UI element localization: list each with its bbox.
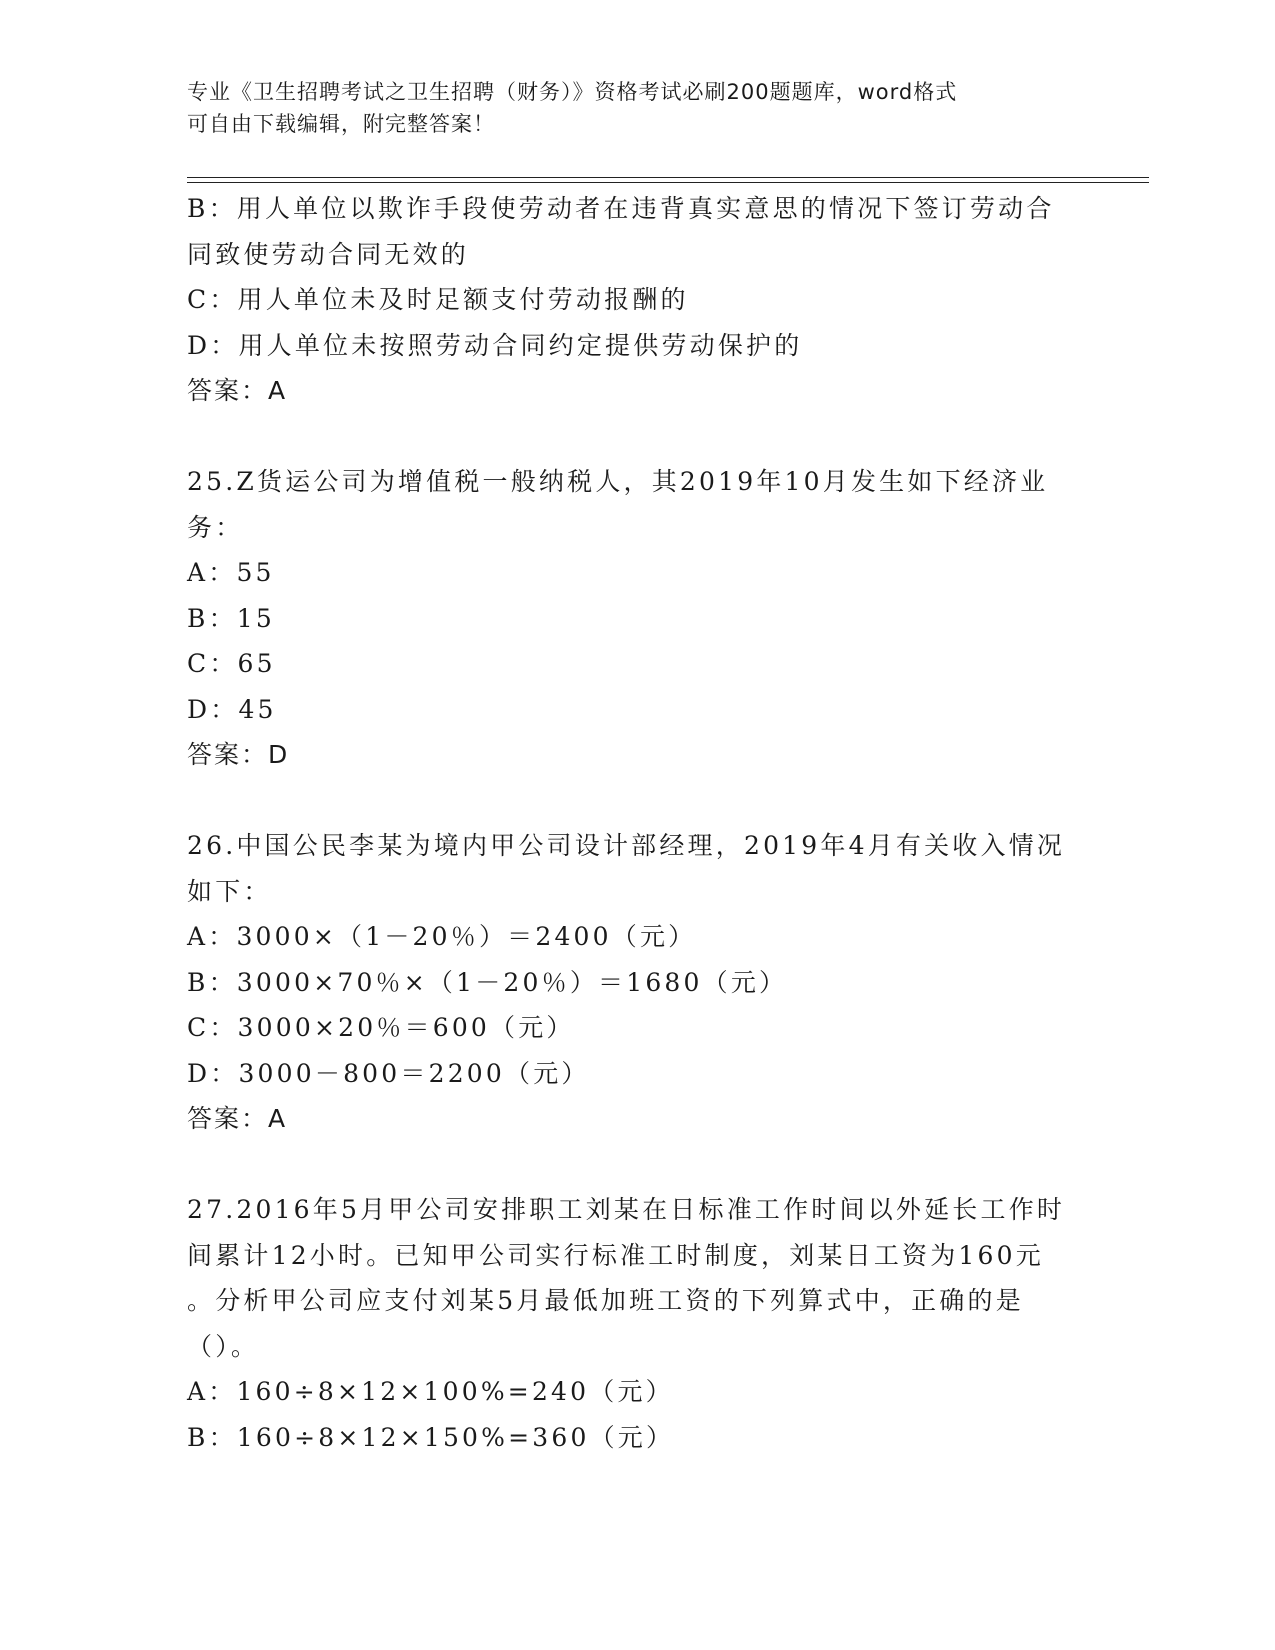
question-block [187, 459, 1087, 778]
question-text: 。分析甲公司应支付刘某5月最低加班工资的下列算式中，正确的是 [187, 1286, 1024, 1315]
question-text: 务： [187, 512, 244, 542]
question-list [187, 186, 1087, 1460]
question-text: 间累计12小时。已知甲公司实行标准工时制度，刘某日工资为160元 [187, 1240, 1044, 1270]
header-rule [187, 177, 1149, 178]
option-line: B：160÷8×12×150%=360（元） [187, 1422, 675, 1452]
spacer [187, 414, 1087, 460]
spacer [187, 1142, 1087, 1188]
answer-line: 答案：A [187, 1104, 288, 1133]
option-line: B：用人单位以欺诈手段使劳动者在违背真实意思的情况下签订劳动合 [187, 194, 1055, 223]
header-line: 专业《卫生招聘考试之卫生招聘（财务）》资格考试必刷200题题库，word格式 [187, 80, 958, 104]
option-line: A：55 [187, 558, 275, 587]
option-line: C：用人单位未及时足额支付劳动报酬的 [187, 285, 689, 314]
question-text: 26.中国公民李某为境内甲公司设计部经理，2019年4月有关收入情况 [187, 831, 1066, 860]
header-line: 可自由下载编辑，附完整答案！ [187, 112, 495, 136]
option-line: D：3000－800＝2200（元） [187, 1058, 590, 1088]
option-line: B：15 [187, 603, 275, 633]
question-block [187, 1187, 1087, 1460]
question-text: 如下： [187, 876, 272, 906]
answer-line: 答案：D [187, 740, 290, 769]
question-text: 27.2016年5月甲公司安排职工刘某在日标准工作时间以外延长工作时 [187, 1195, 1066, 1224]
document-header [187, 76, 1067, 140]
option-line: C：65 [187, 649, 276, 678]
question-text: （）。 [187, 1331, 260, 1361]
option-line: A：160÷8×12×100%=240（元） [187, 1377, 674, 1406]
option-line: D：45 [187, 694, 277, 724]
header-rule [187, 182, 1149, 183]
question-text: 25.Z货运公司为增值税一般纳税人，其2019年10月发生如下经济业 [187, 467, 1049, 496]
answer-line: 答案：A [187, 376, 288, 405]
option-line: A：3000×（1－20％）＝2400（元） [187, 922, 697, 951]
question-block [187, 186, 1087, 414]
option-line: C：3000×20％＝600（元） [187, 1013, 575, 1042]
option-line: D：用人单位未按照劳动合同约定提供劳动保护的 [187, 330, 803, 360]
question-block [187, 823, 1087, 1142]
spacer [187, 778, 1087, 824]
option-line: B：3000×70％×（1－20％）＝1680（元） [187, 967, 788, 997]
option-line: 同致使劳动合同无效的 [187, 239, 470, 269]
